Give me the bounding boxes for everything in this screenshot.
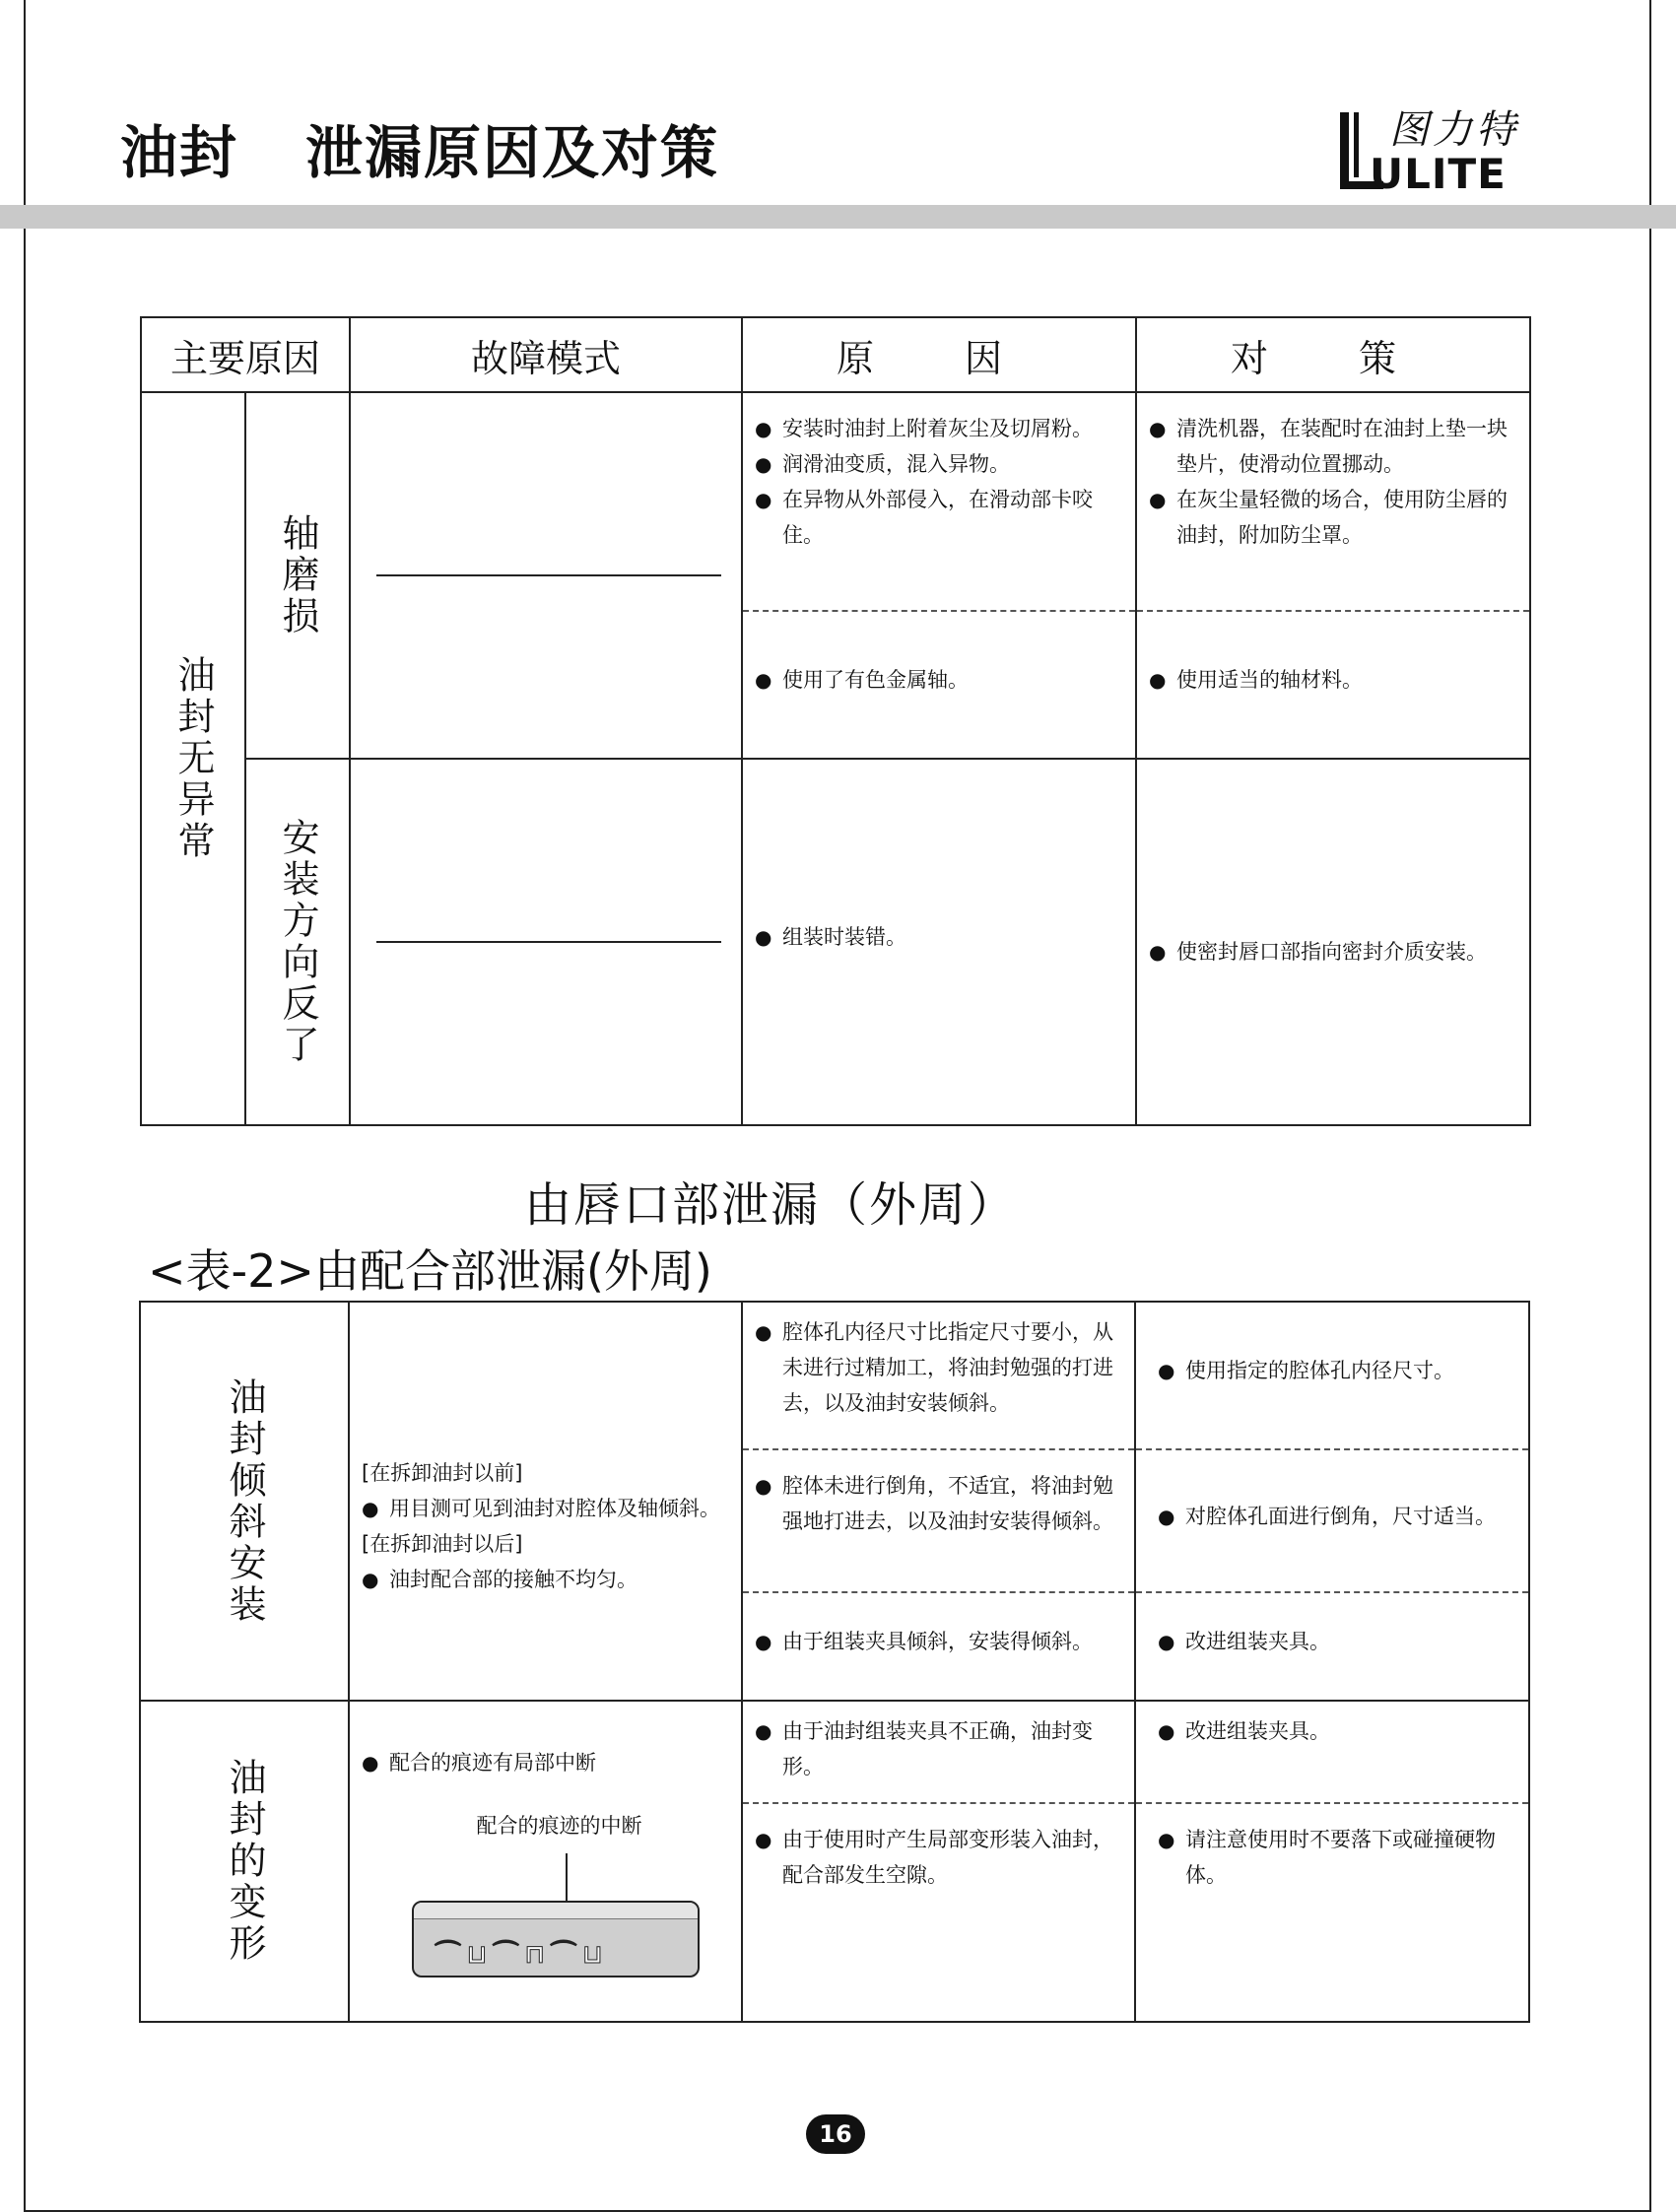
row-label: 油封的变形 <box>223 1758 266 1965</box>
row-label: 油封倾斜安装 <box>223 1376 266 1626</box>
cause-cell <box>742 1803 1135 2022</box>
header-measure: 对 策 <box>1136 317 1530 392</box>
diagram-caption: 配合的痕迹的中断 <box>476 1814 642 1838</box>
measure-cell <box>1135 1302 1529 1449</box>
sub-label-cell <box>245 392 350 759</box>
sub-label: 安装方向反了 <box>276 818 319 1066</box>
measure-item: ● 使密封唇口部指向密封介质安装。 <box>1149 934 1517 970</box>
seal-interruption-diagram <box>398 1810 694 1968</box>
failure-mode-blank-line <box>376 941 721 943</box>
measure-item: ● 使用适当的轴材料。 <box>1149 662 1517 698</box>
failure-mode-blank-line <box>376 574 721 576</box>
logo-l-mark <box>1340 112 1349 187</box>
brand-logo <box>1332 99 1529 198</box>
seal-fit-trace-block <box>412 1901 700 1977</box>
cause-cell <box>742 1449 1135 1592</box>
sub-label: 轴磨损 <box>276 513 319 637</box>
cause-item: ● 在异物从外部侵入，在滑动部卡咬住。 <box>755 482 1123 553</box>
logo-l-mark-inner <box>1354 112 1359 177</box>
cause-item: ● 由于油封组装夹具不正确，油封变形。 <box>755 1713 1122 1784</box>
measure-cell <box>1135 1803 1529 2022</box>
cause-cell <box>742 392 1136 611</box>
table-row <box>141 392 1530 611</box>
group-label: 油封无异常 <box>171 655 215 862</box>
cause-item: ● 由于组装夹具倾斜，安装得倾斜。 <box>755 1624 1122 1659</box>
logo-english-text: ULITE <box>1370 150 1507 198</box>
mode-item: ● 配合的痕迹有局部中断 <box>362 1745 729 1780</box>
cause-cell <box>742 611 1136 759</box>
header-cause: 原 因 <box>742 317 1136 392</box>
page-number: 16 <box>806 2114 865 2154</box>
table-2 <box>139 1301 1530 2023</box>
row-label-cell <box>140 1701 349 2022</box>
failure-mode-cell <box>350 392 742 759</box>
measure-cell <box>1135 1701 1529 1803</box>
measure-cell <box>1135 1592 1529 1701</box>
fit-trace-pattern-icon: ⌒⊔⌒⊓⌒⊔ <box>435 1940 609 1970</box>
measure-item: ● 对腔体孔面进行倒角，尺寸适当。 <box>1158 1499 1516 1534</box>
cause-item: ● 腔体孔内径尺寸比指定尺寸要小，从未进行过精加工，将油封勉强的打进去，以及油封安装倾斜。 <box>755 1314 1122 1421</box>
header-failure-mode: 故障模式 <box>350 317 742 392</box>
page-title: 油封 泄漏原因及对策 <box>120 119 720 186</box>
measure-item: ● 请注意使用时不要落下或碰撞硬物体。 <box>1158 1822 1516 1893</box>
measure-item: ● 改进组装夹具。 <box>1158 1713 1516 1749</box>
failure-mode-cell <box>349 1302 742 1701</box>
table-1 <box>140 316 1531 1126</box>
failure-mode-cell <box>350 759 742 1125</box>
logo-chinese-text: 图力特 <box>1389 107 1519 153</box>
header-main-cause: 主要原因 <box>141 317 350 392</box>
cause-item: ● 安装时油封上附着灰尘及切屑粉。 <box>755 411 1123 446</box>
cause-item: ● 腔体未进行倒角，不适宜，将油封勉强地打进去，以及油封安装得倾斜。 <box>755 1468 1122 1539</box>
cause-item: ● 使用了有色金属轴。 <box>755 662 1123 698</box>
measure-cell <box>1136 392 1530 611</box>
cause-cell <box>742 1701 1135 1803</box>
group-label-cell <box>141 392 245 1125</box>
header-divider-band <box>0 205 1676 229</box>
cause-cell <box>742 759 1136 1125</box>
table-row <box>141 759 1530 1125</box>
table-1-header-row <box>141 317 1530 392</box>
measure-cell <box>1135 1449 1529 1592</box>
sub-label-cell <box>245 759 350 1125</box>
note-before-removal: [在拆卸油封以前] <box>362 1460 523 1485</box>
cause-cell <box>742 1302 1135 1449</box>
cause-item: ● 组装时装错。 <box>755 919 1123 955</box>
measure-cell <box>1136 611 1530 759</box>
table-2-title: <表-2>由配合部泄漏(外周) <box>148 1244 712 1298</box>
measure-item: ● 清洗机器，在装配时在油封上垫一块垫片，使滑动位置挪动。 <box>1149 411 1517 482</box>
section-title: 由唇口部泄漏（外周） <box>524 1177 1018 1233</box>
measure-cell <box>1136 759 1530 1125</box>
row-label-cell <box>140 1302 349 1701</box>
cause-item: ● 润滑油变质，混入异物。 <box>755 446 1123 482</box>
note-after-removal: [在拆卸油封以后] <box>362 1531 523 1556</box>
cause-item: ● 由于使用时产生局部变形装入油封，配合部发生空隙。 <box>755 1822 1122 1893</box>
table-row <box>140 1701 1529 1803</box>
table-row <box>140 1302 1529 1449</box>
measure-item: ● 改进组装夹具。 <box>1158 1624 1516 1659</box>
mode-item: ● 用目测可见到油封对腔体及轴倾斜。 <box>362 1491 729 1526</box>
measure-item: ● 使用指定的腔体孔内径尺寸。 <box>1158 1353 1516 1388</box>
failure-mode-cell <box>349 1701 742 2022</box>
cause-cell <box>742 1592 1135 1701</box>
mode-item: ● 油封配合部的接触不均匀。 <box>362 1562 729 1597</box>
measure-item: ● 在灰尘量轻微的场合，使用防尘唇的油封，附加防尘罩。 <box>1149 482 1517 553</box>
